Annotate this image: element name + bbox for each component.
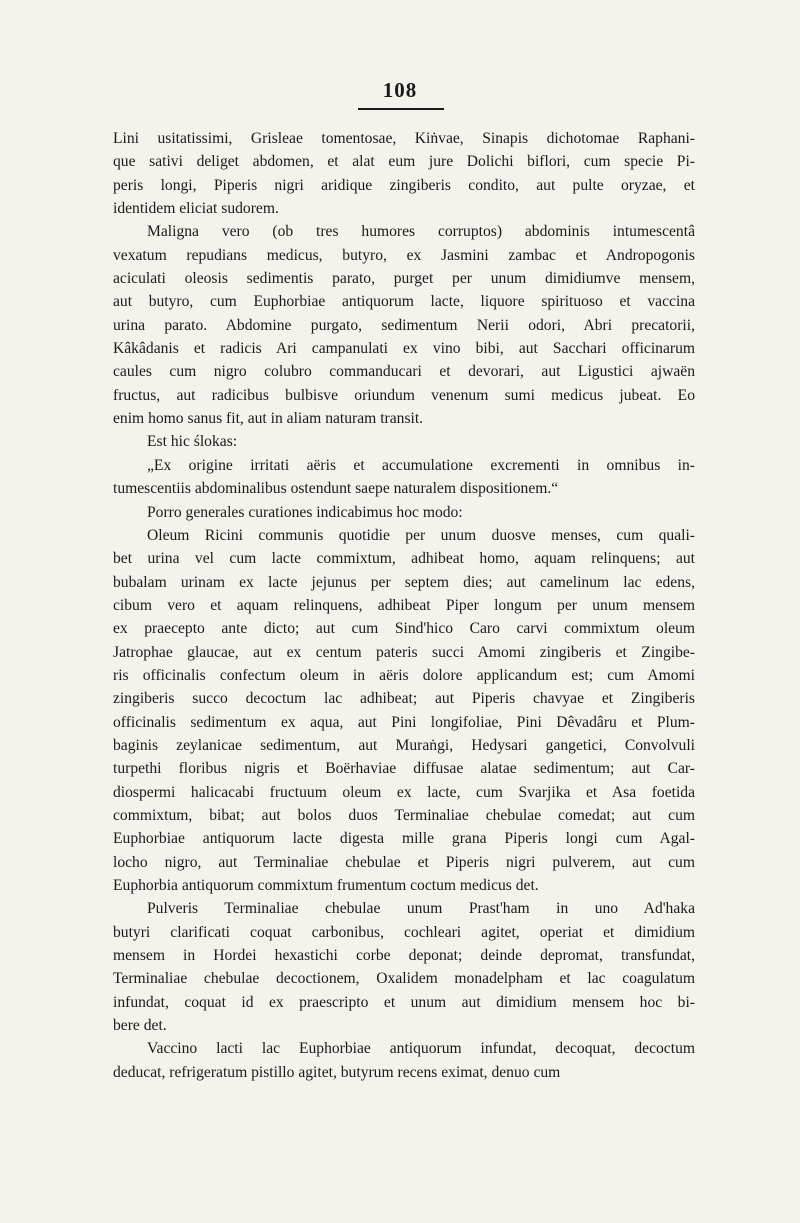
body-text bbox=[113, 127, 695, 1084]
text-line: bere det. bbox=[113, 1017, 167, 1035]
text-line: Kâkâdanis et radicis Ari campanulati ex vino bibi, aut Sacchari officinarum bbox=[113, 340, 695, 358]
text-line: aciculati oleosis sedimentis parato, purget per unum dimidiumve mensem, bbox=[113, 270, 695, 288]
text-line: „Ex origine irritati aëris et accumulatione excrementi in omnibus in- bbox=[147, 456, 695, 474]
text-line: que sativi deliget abdomen, et alat eum jure Dolichi biflori, cum specie Pi- bbox=[113, 153, 695, 171]
text-line: Jatrophae glaucae, aut ex centum pateris succi Amomi zingiberis et Zingibe- bbox=[113, 643, 695, 661]
text-line: Oleum Ricini communis quotidie per unum duosve menses, cum quali- bbox=[147, 526, 695, 544]
text-line: diospermi halicacabi fructuum oleum ex lacte, cum Svarjika et Asa foetida bbox=[113, 783, 695, 801]
text-line: deducat, refrigeratum pistillo agitet, butyrum recens eximat, denuo cum bbox=[113, 1063, 561, 1081]
text-line: vexatum repudians medicus, butyro, ex Jasmini zambac et Andropogonis bbox=[113, 246, 695, 264]
text-line: mensem in Hordei hexastichi corbe deponat; deinde depromat, transfundat, bbox=[113, 947, 695, 965]
text-line: Euphorbiae antiquorum lacte digesta mille grana Piperis longi cum Agal- bbox=[113, 830, 695, 848]
text-line: Porro generales curationes indicabimus hoc modo: bbox=[147, 503, 463, 521]
text-line: commixtum, bibat; aut bolos duos Terminaliae chebulae comedat; aut cum bbox=[113, 806, 695, 824]
text-line: butyri clarificati coquat carbonibus, cochleari agitet, operiat et dimidium bbox=[113, 923, 695, 941]
text-line: ris officinalis confectum oleum in aëris dolore applicandum est; cum Amomi bbox=[113, 666, 695, 684]
text-line: aut butyro, cum Euphorbiae antiquorum lacte, liquore spirituoso et vaccina bbox=[113, 293, 695, 311]
text-line: infundat, coquat id ex praescripto et unum aut dimidium mensem hoc bi- bbox=[113, 993, 695, 1011]
text-line: Pulveris Terminaliae chebulae unum Prast'ham in uno Ad'haka bbox=[147, 900, 695, 918]
text-line: Lini usitatissimi, Grisleae tomentosae, Kiṅvae, Sinapis dichotomae Raphani- bbox=[113, 130, 695, 147]
text-line: Vaccino lacti lac Euphorbiae antiquorum infundat, decoquat, decoctum bbox=[147, 1040, 695, 1058]
text-line: zingiberis succo decoctum lac adhibeat; aut Piperis chavyae et Zingiberis bbox=[113, 690, 695, 708]
text-line: Maligna vero (ob tres humores corruptos) abdominis intumescentâ bbox=[147, 223, 695, 241]
text-line: tumescentiis abdominalibus ostendunt saepe naturalem dispositionem.“ bbox=[113, 480, 559, 498]
text-line: peris longi, Piperis nigri aridique zingiberis condito, aut pulte oryzae, et bbox=[113, 176, 695, 194]
page-number-rule bbox=[358, 108, 444, 110]
text-line: cibum vero et aquam relinquens, adhibeat Piper longum per unum mensem bbox=[113, 596, 695, 614]
text-line: locho nigro, aut Terminaliae chebulae et Piperis nigri pulverem, aut cum bbox=[113, 853, 695, 871]
page-number: 108 bbox=[382, 78, 418, 102]
text-line: ex praecepto ante dicto; aut cum Sind'hico Caro carvi commixtum oleum bbox=[113, 620, 695, 638]
text-line: Est hic ślokas: bbox=[147, 433, 238, 451]
text-line: bubalam urinam ex lacte jejunus per septem dies; aut camelinum lac edens, bbox=[113, 573, 695, 591]
text-line: enim homo sanus fit, aut in aliam naturam transit. bbox=[113, 410, 424, 428]
text-line: caules cum nigro colubro commanducari et devorari, aut Ligustici ajwaën bbox=[113, 363, 695, 381]
text-line: Terminaliae chebulae decoctionem, Oxalidem monadelpham et lac coagulatum bbox=[113, 970, 695, 988]
text-line: identidem eliciat sudorem. bbox=[113, 200, 279, 218]
text-line: bet urina vel cum lacte commixtum, adhibeat homo, aquam relinquens; aut bbox=[113, 550, 695, 568]
text-line: baginis zeylanicae sedimentum, aut Muraṅgi, Hedysari gangetici, Convolvuli bbox=[113, 736, 695, 754]
text-line: fructus, aut radicibus bulbisve oriundum venenum sumi medicus jubeat. Eo bbox=[113, 386, 695, 404]
text-line: Euphorbia antiquorum commixtum frumentum coctum medicus det. bbox=[113, 877, 539, 894]
text-line: officinalis sedimentum ex aqua, aut Pini longifoliae, Pini Dêvadâru et Plum- bbox=[113, 713, 695, 731]
text-line: urina parato. Abdomine purgato, sedimentum Nerii odori, Abri precatorii, bbox=[113, 316, 695, 334]
text-line: turpethi floribus nigris et Boërhaviae diffusae alatae sedimentum; aut Car- bbox=[113, 760, 695, 778]
